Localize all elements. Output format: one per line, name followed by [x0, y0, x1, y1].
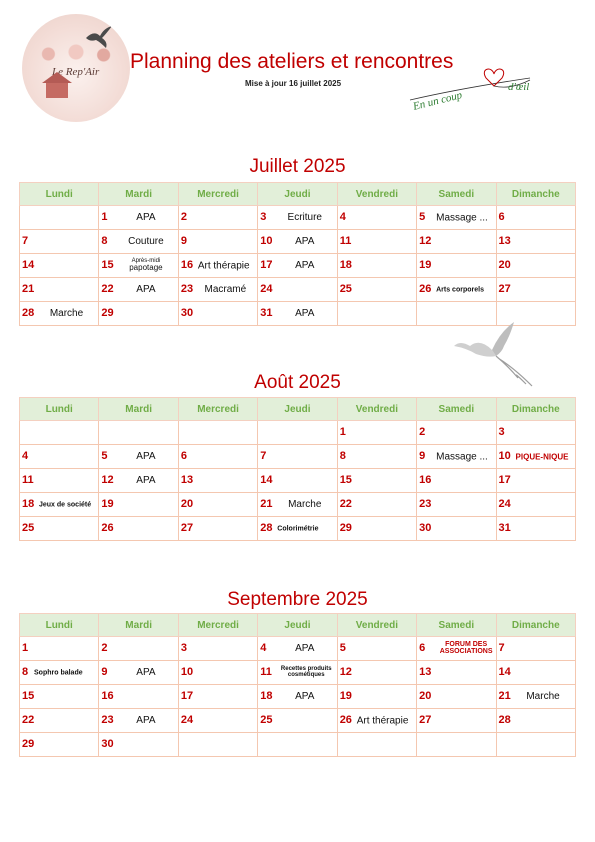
- day-cell: [20, 733, 99, 757]
- day-cell: [258, 637, 337, 661]
- day-number: 20: [498, 259, 511, 272]
- event-label: Art thérapie: [356, 714, 409, 726]
- day-number: 13: [180, 474, 194, 487]
- day-number: 31: [260, 307, 273, 320]
- day-cell: [99, 733, 178, 757]
- event-label: APA: [295, 642, 315, 654]
- weekday-header-row: [20, 398, 576, 421]
- day-number: 16: [101, 690, 114, 703]
- day-cell: [496, 206, 575, 230]
- day-cell: [496, 469, 575, 493]
- event-label: Massage ...: [436, 450, 488, 462]
- week-row: [20, 637, 576, 661]
- day-number: 15: [22, 690, 35, 703]
- day-cell: [20, 469, 99, 493]
- calendar-septembre: [19, 613, 576, 757]
- day-cell: [496, 709, 575, 733]
- day-cell: [417, 685, 496, 709]
- day-cell: [337, 661, 416, 685]
- day-cell: [417, 469, 496, 493]
- event-label: PIQUE-NIQUE: [515, 451, 569, 461]
- day-cell: [417, 230, 496, 254]
- day-cell: [20, 661, 99, 685]
- event-label: APA: [136, 474, 156, 486]
- day-number: 28: [260, 522, 273, 535]
- day-number: 6: [419, 642, 426, 655]
- event-label: Marche: [49, 307, 84, 319]
- weekday-lundi: Lundi: [20, 398, 99, 421]
- event-label: Massage ...: [436, 211, 488, 223]
- event-label: Macramé: [204, 283, 247, 295]
- day-cell: [20, 302, 99, 326]
- day-number: 19: [339, 690, 352, 703]
- day-number: 29: [22, 738, 35, 751]
- week-row: [20, 469, 576, 493]
- week-row: [20, 445, 576, 469]
- day-cell: [99, 206, 178, 230]
- day-cell: [417, 278, 496, 302]
- day-cell-empty: [99, 421, 178, 445]
- day-number: 18: [260, 690, 273, 703]
- day-number: 22: [101, 283, 114, 296]
- day-cell: [178, 469, 257, 493]
- day-number: 24: [498, 498, 511, 511]
- event-label: Marche: [526, 690, 560, 702]
- day-cell: [337, 709, 416, 733]
- day-cell: [417, 661, 496, 685]
- day-number: 14: [498, 666, 511, 679]
- day-cell: [496, 517, 575, 541]
- event-label: Ecriture: [287, 211, 322, 223]
- day-cell: [178, 206, 257, 230]
- day-cell: [496, 254, 575, 278]
- day-number: 25: [260, 714, 273, 727]
- day-cell-empty: [337, 733, 416, 757]
- day-cell: [337, 493, 416, 517]
- day-number: 24: [180, 714, 194, 727]
- week-row: [20, 685, 576, 709]
- day-number: 18: [22, 498, 35, 511]
- weekday-samedi: Samedi: [417, 614, 496, 637]
- day-number: 7: [22, 235, 29, 248]
- day-number: 6: [498, 211, 505, 224]
- day-cell: [258, 517, 337, 541]
- day-cell: [178, 254, 257, 278]
- day-cell-empty: [20, 421, 99, 445]
- day-number: 16: [180, 259, 194, 272]
- day-cell: [337, 445, 416, 469]
- day-cell: [99, 661, 178, 685]
- day-number: 26: [339, 714, 352, 727]
- day-cell-empty: [417, 733, 496, 757]
- day-cell: [337, 254, 416, 278]
- event-label: APA: [136, 666, 156, 678]
- day-number: 20: [180, 498, 194, 511]
- event-label: [436, 641, 496, 656]
- day-number: 3: [498, 426, 505, 439]
- day-number: 5: [419, 211, 426, 224]
- day-cell: [178, 493, 257, 517]
- day-number: 11: [22, 474, 34, 487]
- weekday-dimanche: Dimanche: [496, 183, 575, 206]
- day-number: 18: [339, 259, 352, 272]
- weekday-mercredi: Mercredi: [178, 183, 257, 206]
- day-cell: [99, 709, 178, 733]
- day-number: 14: [260, 474, 273, 487]
- week-row: [20, 709, 576, 733]
- day-number: 21: [22, 283, 35, 296]
- day-number: 6: [180, 450, 187, 463]
- day-cell: [99, 517, 178, 541]
- day-cell: [20, 637, 99, 661]
- weekday-mercredi: Mercredi: [178, 614, 257, 637]
- month-title-juillet: Juillet 2025: [249, 156, 346, 177]
- weekday-samedi: Samedi: [417, 398, 496, 421]
- event-label: Marche: [288, 498, 322, 510]
- day-cell: [337, 206, 416, 230]
- day-number: 3: [180, 642, 187, 655]
- day-cell: [258, 469, 337, 493]
- event-label: APA: [136, 283, 156, 295]
- event-label-line2: cosmétiques: [287, 672, 325, 679]
- day-number: 21: [498, 690, 511, 703]
- day-cell: [258, 445, 337, 469]
- day-cell: [178, 445, 257, 469]
- day-cell: [417, 421, 496, 445]
- day-cell: [20, 685, 99, 709]
- day-cell: [258, 254, 337, 278]
- day-cell: [20, 517, 99, 541]
- event-label: APA: [295, 307, 315, 319]
- day-number: 20: [419, 690, 432, 703]
- day-number: 23: [419, 498, 432, 511]
- logo-text: Le Rep'Air: [52, 66, 100, 78]
- day-cell: [258, 206, 337, 230]
- day-cell: [178, 661, 257, 685]
- day-cell: [258, 493, 337, 517]
- day-cell: [496, 637, 575, 661]
- day-cell: [337, 278, 416, 302]
- event-label: APA: [136, 714, 156, 726]
- event-label: APA: [295, 259, 315, 271]
- event-label: Sophro balade: [34, 668, 83, 676]
- day-number: 30: [101, 738, 114, 751]
- day-cell: [178, 685, 257, 709]
- day-cell: [258, 302, 337, 326]
- day-cell: [258, 685, 337, 709]
- day-cell: [496, 661, 575, 685]
- day-number: 29: [339, 522, 352, 535]
- association-logo: [22, 14, 130, 122]
- day-cell: [417, 517, 496, 541]
- day-cell: [178, 517, 257, 541]
- day-number: 9: [180, 235, 187, 248]
- weekday-vendredi: Vendredi: [337, 614, 416, 637]
- day-cell: [258, 661, 337, 685]
- event-label: APA: [295, 690, 315, 702]
- day-number: 7: [498, 642, 505, 655]
- day-cell: [417, 709, 496, 733]
- day-number: 30: [419, 522, 432, 535]
- day-cell: [496, 493, 575, 517]
- bird-icon: [84, 26, 114, 48]
- day-number: 12: [101, 474, 114, 487]
- day-cell: [99, 254, 178, 278]
- day-cell: [496, 421, 575, 445]
- day-number: 24: [260, 283, 273, 296]
- day-cell: [99, 230, 178, 254]
- day-number: 1: [22, 642, 29, 655]
- day-cell: [337, 421, 416, 445]
- day-number: 2: [101, 642, 108, 655]
- day-number: 27: [180, 522, 194, 535]
- event-label: APA: [295, 235, 315, 247]
- weekday-lundi: Lundi: [20, 614, 99, 637]
- event-label-line2: papotage: [129, 263, 163, 273]
- week-row: [20, 733, 576, 757]
- day-cell-empty: [258, 733, 337, 757]
- day-number: 22: [22, 714, 35, 727]
- day-cell: [496, 278, 575, 302]
- weekday-mardi: Mardi: [99, 183, 178, 206]
- week-row: [20, 254, 576, 278]
- event-label: APA: [136, 211, 156, 223]
- event-label: Colorimétrie: [277, 524, 319, 532]
- weekday-vendredi: Vendredi: [337, 183, 416, 206]
- day-number: 21: [260, 498, 273, 511]
- day-number: 13: [419, 666, 432, 679]
- week-row: [20, 278, 576, 302]
- day-number: 31: [498, 522, 511, 535]
- weekday-jeudi: Jeudi: [258, 183, 337, 206]
- calendar-aout: [19, 397, 576, 541]
- day-cell: [337, 637, 416, 661]
- day-cell: [178, 230, 257, 254]
- week-row: [20, 493, 576, 517]
- day-cell: [20, 493, 99, 517]
- day-cell: [337, 230, 416, 254]
- week-row: [20, 421, 576, 445]
- day-cell-empty: [178, 421, 257, 445]
- day-cell: [496, 685, 575, 709]
- day-number: 25: [22, 522, 35, 535]
- day-cell: [20, 254, 99, 278]
- day-number: 17: [498, 474, 511, 487]
- day-number: 16: [419, 474, 432, 487]
- day-number: 26: [419, 283, 432, 296]
- day-cell: [417, 206, 496, 230]
- event-label: Art thérapie: [197, 259, 250, 271]
- day-cell: [178, 278, 257, 302]
- week-row: [20, 517, 576, 541]
- day-number: 1: [339, 426, 346, 439]
- signature-main-text: En un coup: [411, 89, 464, 113]
- day-cell: [20, 709, 99, 733]
- event-label: [277, 666, 335, 679]
- weekday-header-row: [20, 614, 576, 637]
- weekday-mercredi: Mercredi: [178, 398, 257, 421]
- day-number: 23: [180, 283, 194, 296]
- day-cell-empty: [337, 302, 416, 326]
- day-number: 13: [498, 235, 511, 248]
- day-number: 10: [180, 666, 194, 679]
- signature-end-text: d'œil: [508, 81, 530, 93]
- day-cell-empty: [20, 206, 99, 230]
- event-label-line2: ASSOCIATIONS: [439, 648, 493, 656]
- week-row: [20, 206, 576, 230]
- week-row: [20, 230, 576, 254]
- day-number: 2: [180, 211, 187, 224]
- day-number: 25: [339, 283, 352, 296]
- day-number: 17: [260, 259, 273, 272]
- weekday-samedi: Samedi: [417, 183, 496, 206]
- day-cell: [178, 637, 257, 661]
- weekday-header-row: [20, 183, 576, 206]
- day-number: 12: [339, 666, 352, 679]
- day-number: 28: [498, 714, 511, 727]
- day-number: 15: [339, 474, 352, 487]
- day-number: 15: [101, 259, 114, 272]
- day-cell: [417, 445, 496, 469]
- day-cell: [99, 685, 178, 709]
- day-number: 28: [22, 307, 35, 320]
- day-number: 14: [22, 259, 35, 272]
- day-number: 8: [339, 450, 346, 463]
- day-number: 9: [101, 666, 108, 679]
- house-icon: [46, 82, 68, 98]
- event-label: Jeux de société: [39, 500, 92, 508]
- page-title: Planning des ateliers et rencontres: [130, 50, 454, 73]
- day-cell: [99, 302, 178, 326]
- week-row: [20, 661, 576, 685]
- day-number: 8: [22, 666, 29, 679]
- weekday-jeudi: Jeudi: [258, 398, 337, 421]
- day-cell: [258, 278, 337, 302]
- day-cell: [417, 493, 496, 517]
- event-label: [118, 258, 173, 272]
- day-number: 3: [260, 211, 267, 224]
- day-number: 19: [419, 259, 432, 272]
- event-label-line1: Après-midi: [131, 258, 161, 265]
- month-title-septembre: Septembre 2025: [227, 589, 368, 610]
- day-cell: [258, 230, 337, 254]
- day-number: 30: [180, 307, 194, 320]
- day-number: 11: [339, 235, 352, 248]
- day-number: 26: [101, 522, 114, 535]
- day-cell-empty: [496, 733, 575, 757]
- day-cell: [417, 637, 496, 661]
- day-number: 4: [260, 642, 267, 655]
- event-label: Arts corporels: [436, 285, 484, 293]
- day-cell: [178, 302, 257, 326]
- day-number: 1: [101, 211, 108, 224]
- day-number: 29: [101, 307, 114, 320]
- weekday-dimanche: Dimanche: [496, 398, 575, 421]
- day-cell-empty: [178, 733, 257, 757]
- day-number: 8: [101, 235, 108, 248]
- day-cell: [99, 493, 178, 517]
- day-number: 27: [419, 714, 432, 727]
- day-cell: [337, 517, 416, 541]
- day-cell: [99, 637, 178, 661]
- day-number: 2: [419, 426, 426, 439]
- day-number: 19: [101, 498, 114, 511]
- day-number: 5: [339, 642, 346, 655]
- event-label-line1: FORUM DES: [445, 640, 488, 648]
- weekday-mardi: Mardi: [99, 614, 178, 637]
- day-cell: [99, 469, 178, 493]
- day-number: 4: [339, 211, 346, 224]
- day-number: 9: [419, 450, 426, 463]
- weekday-jeudi: Jeudi: [258, 614, 337, 637]
- day-number: 12: [419, 235, 432, 248]
- day-cell: [20, 278, 99, 302]
- day-cell: [258, 709, 337, 733]
- day-number: 10: [498, 450, 511, 463]
- update-date: Mise à jour 16 juillet 2025: [245, 79, 342, 88]
- event-label: APA: [136, 450, 156, 462]
- weekday-mardi: Mardi: [99, 398, 178, 421]
- day-number: 4: [22, 450, 29, 463]
- event-label: Couture: [128, 235, 164, 247]
- signature-decoration: [402, 60, 552, 120]
- day-number: 22: [339, 498, 352, 511]
- day-cell: [337, 685, 416, 709]
- day-cell: [178, 709, 257, 733]
- day-number: 5: [101, 450, 108, 463]
- day-number: 11: [260, 666, 272, 679]
- day-number: 23: [101, 714, 114, 727]
- day-cell: [417, 254, 496, 278]
- weekday-lundi: Lundi: [20, 183, 99, 206]
- weekday-vendredi: Vendredi: [337, 398, 416, 421]
- day-number: 10: [260, 235, 273, 248]
- day-cell: [20, 230, 99, 254]
- day-cell: [99, 278, 178, 302]
- month-title-aout: Août 2025: [254, 372, 341, 393]
- day-cell: [99, 445, 178, 469]
- day-number: 7: [260, 450, 267, 463]
- day-cell: [337, 469, 416, 493]
- day-cell: [496, 445, 575, 469]
- day-cell: [20, 445, 99, 469]
- calendar-juillet: [19, 182, 576, 326]
- day-number: 17: [180, 690, 194, 703]
- day-cell: [496, 230, 575, 254]
- weekday-dimanche: Dimanche: [496, 614, 575, 637]
- day-cell-empty: [258, 421, 337, 445]
- day-number: 27: [498, 283, 511, 296]
- event-label-line1: Recettes produits: [280, 665, 332, 672]
